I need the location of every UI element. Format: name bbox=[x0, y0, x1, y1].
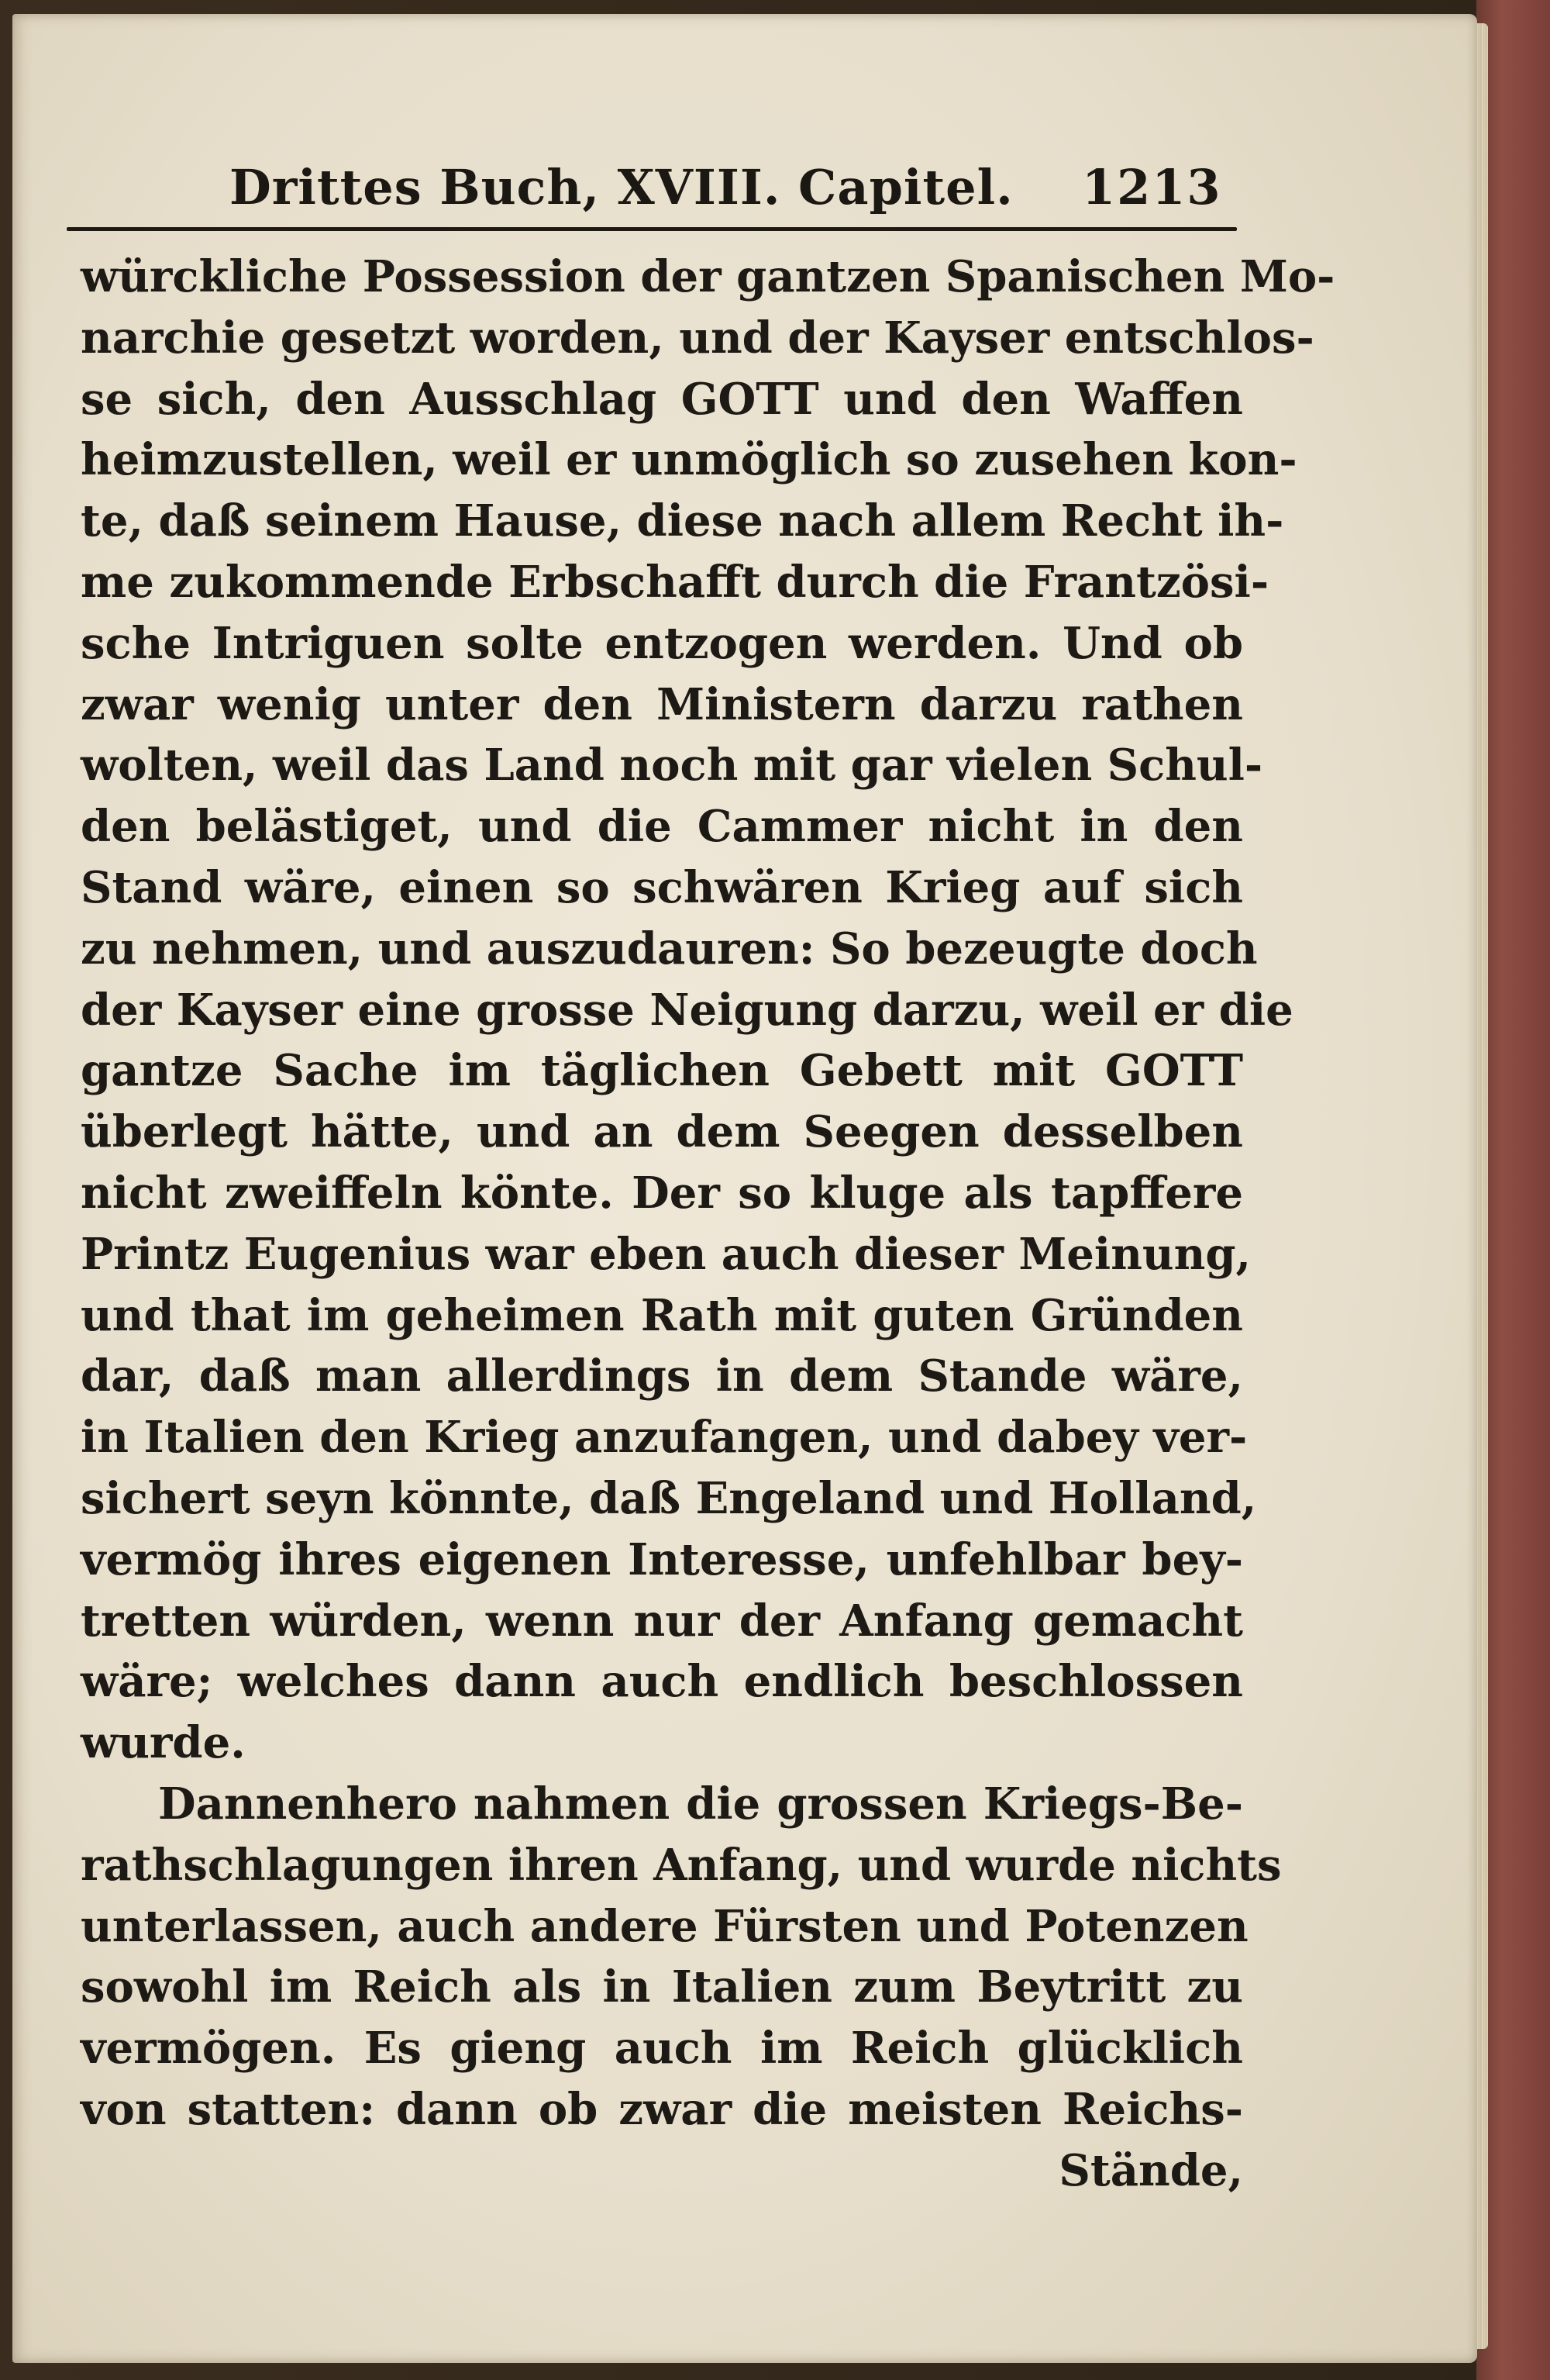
text-line: von statten: dann ob zwar die meisten Reichs- bbox=[81, 2083, 1243, 2135]
text-line: vermög ihres eigenen Interesse, unfehlbar bey- bbox=[81, 1533, 1243, 1585]
text-line: sche Intriguen solte entzogen werden. Und ob bbox=[81, 617, 1243, 669]
text-line: dar, daß man allerdings in dem Stande wäre, bbox=[81, 1350, 1243, 1402]
text-line: te, daß seinem Hause, diese nach allem Recht ih- bbox=[81, 495, 1284, 547]
catchword: Stände, bbox=[1059, 2144, 1243, 2196]
body-text bbox=[81, 247, 1335, 2278]
text-line: unterlassen, auch andere Fürsten und Potenzen bbox=[81, 1900, 1249, 1952]
page-number: 1213 bbox=[1082, 159, 1222, 216]
text-line: wurde. bbox=[81, 1717, 246, 1769]
text-line: den belästiget, und die Cammer nicht in den bbox=[81, 801, 1243, 853]
text-line: überlegt hätte, und an dem Seegen desselben bbox=[81, 1106, 1243, 1158]
text-line: in Italien den Krieg anzufangen, und dabey ver- bbox=[81, 1412, 1248, 1464]
text-line: Stand wäre, einen so schwären Krieg auf sich bbox=[81, 861, 1243, 913]
chapter-heading: Drittes Buch, XVIII. Capitel. bbox=[229, 159, 1014, 216]
text-line: sichert seyn könnte, daß Engeland und Holland, bbox=[81, 1472, 1257, 1524]
book-page bbox=[12, 14, 1477, 2363]
text-line: nicht zweiffeln könte. Der so kluge als tapffere bbox=[81, 1167, 1243, 1219]
text-line: zu nehmen, und auszudauren: So bezeugte doch bbox=[81, 923, 1258, 974]
running-head bbox=[67, 150, 1237, 235]
text-line: narchie gesetzt worden, und der Kayser entschlos- bbox=[81, 312, 1314, 364]
text-line: rathschlagungen ihren Anfang, und wurde nichts bbox=[81, 1839, 1282, 1891]
text-line: se sich, den Ausschlag GOTT und den Waffen bbox=[81, 373, 1243, 425]
text-line: tretten würden, wenn nur der Anfang gemacht bbox=[81, 1595, 1243, 1647]
paragraph-first-line: Dannenhero nahmen die grossen Kriegs-Be- bbox=[158, 1778, 1243, 1830]
text-line: gantze Sache im täglichen Gebett mit GOTT bbox=[81, 1045, 1243, 1097]
text-line: würckliche Possession der gantzen Spanischen Mo- bbox=[81, 251, 1335, 302]
text-line: vermögen. Es gieng auch im Reich glücklich bbox=[81, 2023, 1243, 2075]
text-line: wolten, weil das Land noch mit gar vielen Schul- bbox=[81, 740, 1263, 792]
text-line: me zukommende Erbschafft durch die Frantzösi- bbox=[81, 556, 1269, 608]
text-line: heimzustellen, weil er unmöglich so zusehen kon- bbox=[81, 434, 1297, 486]
text-line: wäre; welches dann auch endlich beschlossen bbox=[81, 1656, 1243, 1708]
text-line: und that im geheimen Rath mit guten Gründen bbox=[81, 1289, 1243, 1341]
text-line: zwar wenig unter den Ministern darzu rathen bbox=[81, 678, 1243, 730]
text-line: der Kayser eine grosse Neigung darzu, weil er die bbox=[81, 984, 1293, 1036]
text-line: sowohl im Reich als in Italien zum Beytritt zu bbox=[81, 1961, 1243, 2013]
text-line: Printz Eugenius war eben auch dieser Meinung, bbox=[81, 1228, 1252, 1280]
header-rule bbox=[67, 227, 1237, 231]
